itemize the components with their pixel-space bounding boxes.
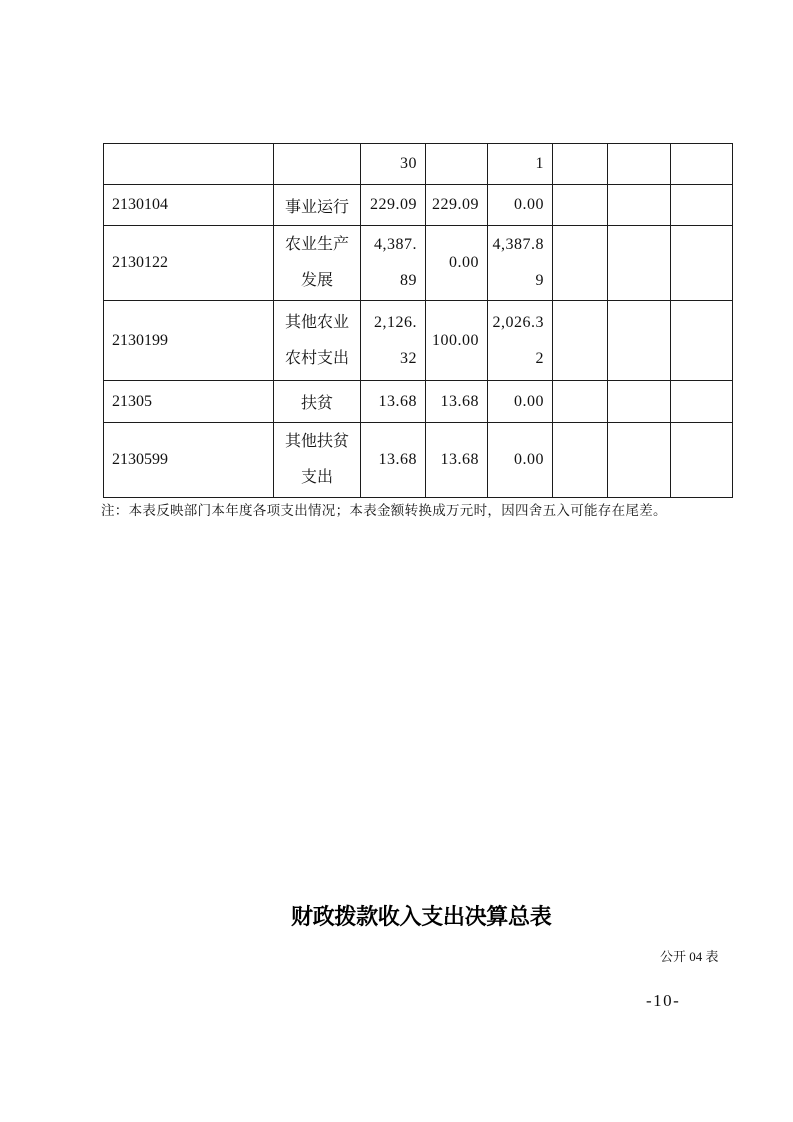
budget-code-cell: 21305 [104,381,274,423]
form-number-label: 公开 04 表 [660,949,719,964]
amount-cell-2 [426,144,488,185]
table-row-2130104 [104,185,733,226]
empty-cell [671,301,733,381]
empty-cell [553,144,608,185]
empty-cell [608,301,671,381]
amount-cell-3: 1 [488,144,553,185]
subject-name-cell: 事业运行 [274,185,361,226]
amount-cell-1: 229.09 [361,185,426,226]
empty-cell [671,226,733,301]
amount-cell-2: 13.68 [426,381,488,423]
empty-cell [671,185,733,226]
amount-cell-1: 13.68 [361,423,426,498]
amount-cell-3: 0.00 [488,185,553,226]
empty-cell [553,381,608,423]
amount-cell-1: 2,126. 32 [361,301,426,381]
budget-code-cell: 2130199 [104,301,274,381]
amount-cell-3: 0.00 [488,423,553,498]
table-row-2130199 [104,301,733,381]
empty-cell [608,423,671,498]
budget-code-cell: 2130599 [104,423,274,498]
amount-cell-1: 13.68 [361,381,426,423]
empty-cell [608,381,671,423]
amount-cell-1: 4,387. 89 [361,226,426,301]
budget-code-cell: 2130122 [104,226,274,301]
amount-cell-3: 2,026.3 2 [488,301,553,381]
table-row-2130599 [104,423,733,498]
expenditure-detail-table [103,143,733,498]
empty-cell [608,144,671,185]
table-note: 注：本表反映部门本年度各项支出情况；本表金额转换成万元时，因四舍五入可能存在尾差。 [101,503,667,518]
amount-cell-2: 229.09 [426,185,488,226]
amount-cell-2: 100.00 [426,301,488,381]
empty-cell [553,226,608,301]
empty-cell [553,185,608,226]
empty-cell [608,226,671,301]
amount-cell-3: 0.00 [488,381,553,423]
table-row-continuation [104,144,733,185]
budget-code-cell: 2130104 [104,185,274,226]
report-title: 财政拨款收入支出决算总表 [291,904,552,929]
page-number: -10- [646,991,681,1010]
table-row-21305 [104,381,733,423]
subject-name-cell: 农业生产 发展 [274,226,361,301]
amount-cell-2: 0.00 [426,226,488,301]
empty-cell [671,381,733,423]
empty-cell [671,423,733,498]
empty-cell [553,301,608,381]
amount-cell-2: 13.68 [426,423,488,498]
subject-name-cell [274,144,361,185]
amount-cell-3: 4,387.8 9 [488,226,553,301]
empty-cell [671,144,733,185]
subject-name-cell: 其他扶贫 支出 [274,423,361,498]
table-row-2130122 [104,226,733,301]
subject-name-cell: 其他农业 农村支出 [274,301,361,381]
empty-cell [608,185,671,226]
subject-name-cell: 扶贫 [274,381,361,423]
empty-cell [553,423,608,498]
amount-cell-1: 30 [361,144,426,185]
budget-code-cell [104,144,274,185]
